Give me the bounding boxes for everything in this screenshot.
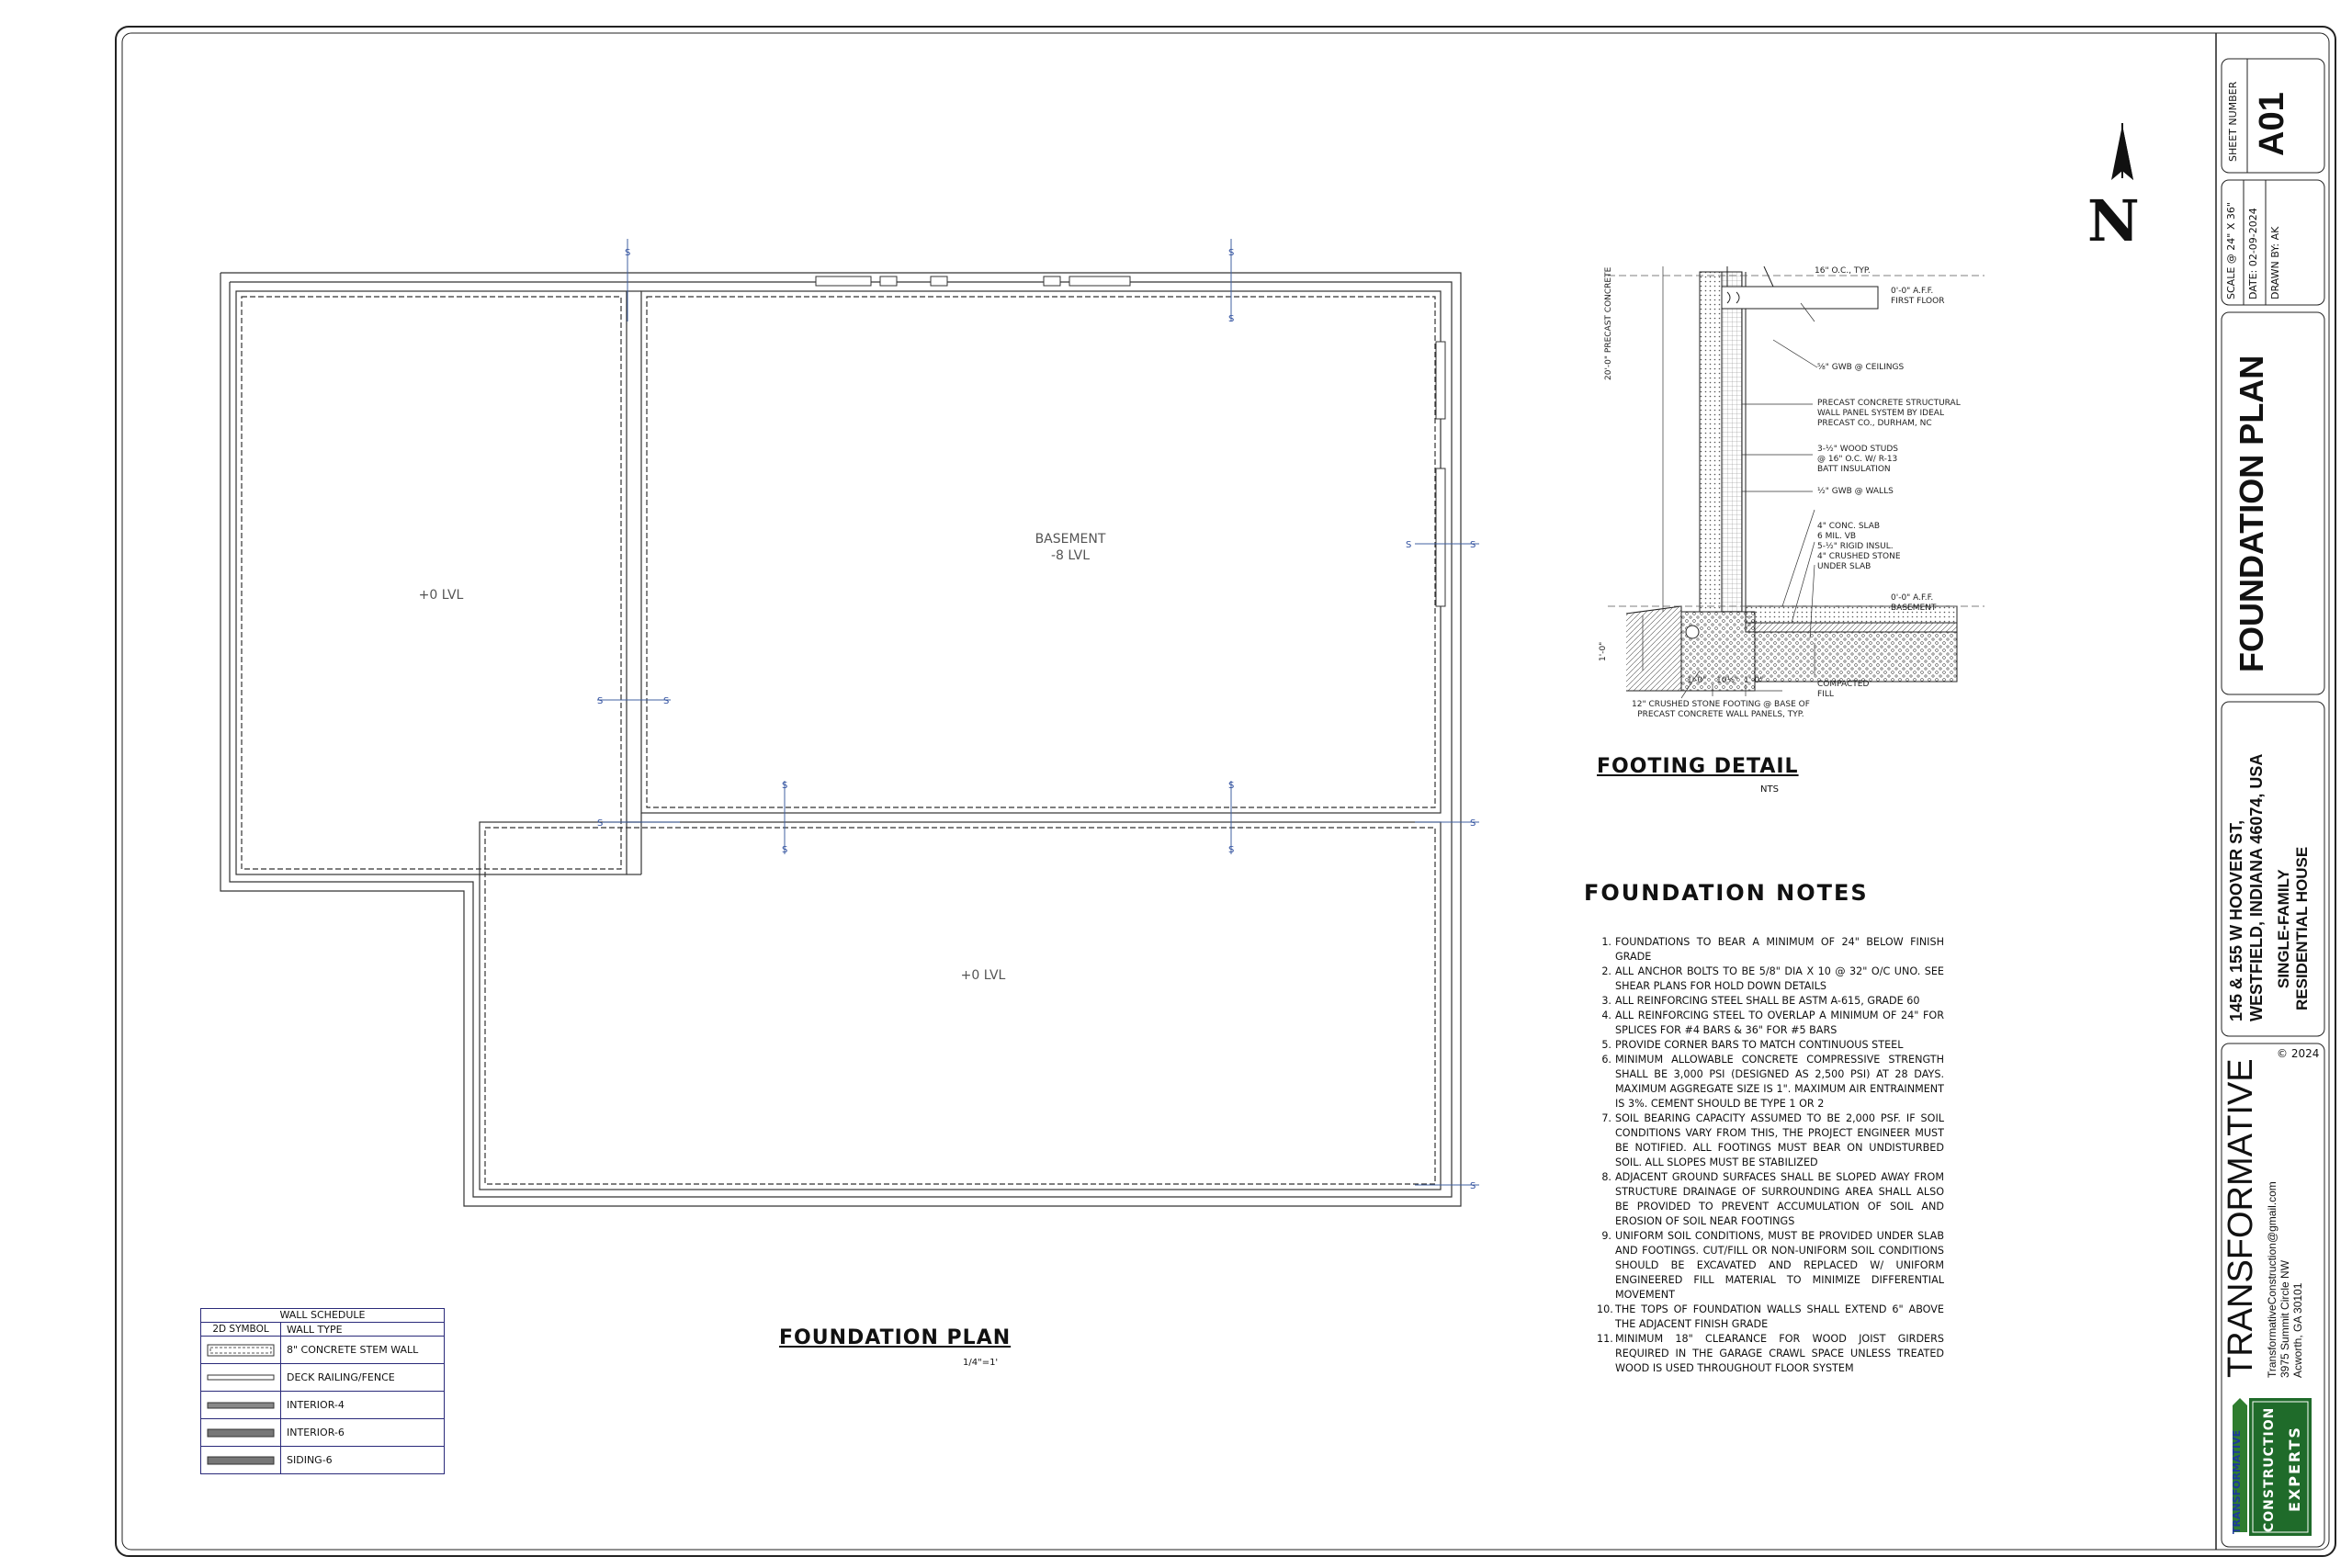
plan-title: FOUNDATION PLAN	[779, 1326, 1012, 1349]
section-marker: S	[1228, 314, 1235, 324]
address-line1: 145 & 155 W HOOVER ST,	[2227, 819, 2245, 1021]
note-item: 6. MINIMUM ALLOWABLE CONCRETE COMPRESSIVE STRENGTH SHALL BE 3,000 PSI (DESIGNED AS 2,500 PSI) AT 28 DAYS. MAXIMUM AGGREGATE SIZE IS 1". MAXIMUM AIR ENTRAINMENT IS 3%. CEMENT SHOULD BE TYPE 1 OR 2	[1601, 1054, 1944, 1110]
legend-col-symbol: 2D SYMBOL	[201, 1323, 281, 1336]
section-marker: S	[1470, 540, 1476, 550]
detail-label-compacted-fill: COMPACTED FILL	[1817, 680, 1870, 699]
logo-text-bot: EXPERTS	[2286, 1426, 2303, 1512]
note-item: 2. ALL ANCHOR BOLTS TO BE 5/8" DIA X 10 @ 32" O/C UNO. SEE SHEAR PLANS FOR HOLD DOWN DETAILS	[1601, 965, 1944, 992]
foundation-notes-list	[1597, 935, 1944, 1376]
note-item: 10. THE TOPS OF FOUNDATION WALLS SHALL EXTEND 6" ABOVE THE ADJACENT FINISH GRADE	[1597, 1303, 1944, 1330]
room-label-basement: BASEMENT -8 LVL	[1035, 532, 1106, 563]
legend-row	[201, 1391, 444, 1418]
copyright-text: © 2024	[2277, 1047, 2320, 1060]
wall-symbol-icon	[201, 1447, 281, 1473]
section-marker: S	[597, 696, 604, 706]
detail-scale: NTS	[1760, 784, 1779, 795]
detail-label-wood-studs: 3-½" WOOD STUDS @ 16" O.C. W/ R-13 BATT INSULATION	[1817, 445, 1898, 474]
drawn-by-text: DRAWN BY: AK	[2269, 226, 2281, 299]
company-logo	[2227, 1394, 2315, 1541]
wall-symbol-icon	[201, 1337, 281, 1363]
detail-label-basement: 0'-0" A.F.F. BASEMENT	[1891, 593, 1937, 613]
legend-wall-type: SIDING-6	[287, 1454, 333, 1466]
section-marker: S	[663, 696, 670, 706]
project-line2: RESIDENTIAL HOUSE	[2293, 846, 2311, 1010]
legend-wall-type: INTERIOR-4	[287, 1399, 345, 1411]
section-marker: S	[1406, 540, 1412, 550]
section-marker: S	[1228, 781, 1235, 791]
section-markers	[597, 239, 1479, 1185]
date-text: DATE: 02-09-2024	[2247, 208, 2259, 299]
legend-row	[201, 1337, 444, 1363]
note-item: 9. UNIFORM SOIL CONDITIONS, MUST BE PROVIDED UNDER SLAB AND FOOTINGS. CUT/FILL OR NON-UNIFORM SOIL CONDITIONS SHOULD BE EXCAVATED AND REPLACED W/ UNIFORM ENGINEERED FILL MATERIAL TO MINIMIZE DIFFERENTIAL MOVEMENT	[1601, 1230, 1944, 1301]
detail-label-gwb-ceilings: ⅝" GWB @ CEILINGS	[1817, 363, 1905, 372]
wall-schedule-legend	[200, 1308, 445, 1474]
detail-dim-mid: 10½"	[1716, 676, 1739, 685]
north-label: N	[2087, 187, 2140, 254]
section-marker: S	[1470, 818, 1476, 829]
legend-col-type: WALL TYPE	[287, 1323, 343, 1336]
detail-label-precast-panel: PRECAST CONCRETE STRUCTURAL WALL PANEL SYSTEM BY IDEAL PRECAST CO., DURHAM, NC	[1817, 399, 1961, 428]
detail-label-slab: 4" CONC. SLAB 6 MIL. VB 5-½" RIGID INSUL. 4" CRUSHED STONE UNDER SLAB	[1817, 522, 1901, 571]
address-line2: WESTFIELD, INDIANA 46074, USA	[2247, 753, 2266, 1021]
section-marker: S	[782, 845, 788, 855]
detail-label-precast-height: 20'-0" PRECAST CONCRETE	[1604, 266, 1613, 380]
legend-wall-type: DECK RAILING/FENCE	[287, 1371, 395, 1383]
section-marker: S	[782, 781, 788, 791]
note-item: 4. ALL REINFORCING STEEL TO OVERLAP A MINIMUM OF 24" FOR SPLICES FOR #4 BARS & 36" FOR #5 BARS	[1601, 1010, 1944, 1036]
wall-symbol-icon	[201, 1419, 281, 1446]
note-item: 7. SOIL BEARING CAPACITY ASSUMED TO BE 2,000 PSF. IF SOIL CONDITIONS VARY FROM THIS, THE PROJECT ENGINEER MUST BE NOTIFIED. ALL FOOTINGS MUST BEAR ON UNDISTURBED SOIL. ALL SLOPES MUST BE STABILIZED	[1601, 1112, 1944, 1168]
note-item: 1. FOUNDATIONS TO BEAR A MINIMUM OF 24" BELOW FINISH GRADE	[1601, 936, 1944, 963]
sheet-number: A01	[2253, 92, 2291, 156]
wall-symbol-icon	[201, 1364, 281, 1391]
footing-detail-drawing	[1589, 266, 1994, 735]
room-label-left: +0 LVL	[418, 588, 464, 603]
section-marker: S	[625, 248, 631, 258]
company-email: TransformativeConstruction@gmail.com	[2266, 1181, 2278, 1378]
detail-label-gwb-walls: ½" GWB @ WALLS	[1817, 487, 1894, 496]
company-city: Acworth, GA 30101	[2291, 1282, 2304, 1378]
project-line1: SINGLE-FAMILY	[2275, 869, 2292, 988]
detail-label-first-floor: 0'-0" A.F.F. FIRST FLOOR	[1891, 287, 1945, 306]
plan-scale: 1/4"=1'	[963, 1358, 999, 1368]
detail-dim-left: 1'-0"	[1687, 676, 1707, 685]
sheet-number-label: SHEET NUMBER	[2227, 81, 2239, 162]
notes-title: FOUNDATION NOTES	[1584, 880, 1869, 906]
section-marker: S	[1228, 845, 1235, 855]
legend-row	[201, 1363, 444, 1391]
note-item: 5. PROVIDE CORNER BARS TO MATCH CONTINUOUS STEEL	[1601, 1039, 1904, 1051]
detail-label-crushed-stone: 12" CRUSHED STONE FOOTING @ BASE OF PRECAST CONCRETE WALL PANELS, TYP.	[1632, 700, 1810, 719]
legend-header-row	[201, 1323, 444, 1337]
company-name: TRANSFORMATIVE	[2222, 1058, 2260, 1378]
legend-title: WALL SCHEDULE	[201, 1309, 444, 1323]
note-item: 11. MINIMUM 18" CLEARANCE FOR WOOD JOIST GIRDERS REQUIRED IN THE GARAGE CRAWL SPACE UNLESS TREATED WOOD IS USED THROUGHOUT FLOOR SYSTEM	[1597, 1333, 1944, 1374]
section-marker: S	[1228, 248, 1235, 258]
legend-wall-type: INTERIOR-6	[287, 1427, 345, 1438]
scale-text: SCALE @ 24" X 36"	[2225, 202, 2237, 299]
legend-wall-type: 8" CONCRETE STEM WALL	[287, 1344, 419, 1356]
legend-row	[201, 1446, 444, 1473]
room-label-bottom: +0 LVL	[960, 968, 1006, 983]
detail-dim-vert: 1'-0"	[1599, 641, 1608, 661]
wall-symbol-icon	[201, 1392, 281, 1418]
sheet-title: FOUNDATION PLAN	[2233, 355, 2270, 672]
detail-label-oc: 16" O.C., TYP.	[1815, 266, 1871, 276]
foundation-walls	[220, 273, 1461, 1206]
legend-row	[201, 1418, 444, 1446]
section-marker: S	[597, 818, 604, 829]
logo-text-top: TRANSFORMATIVE	[2231, 1429, 2243, 1534]
detail-title: FOOTING DETAIL	[1597, 755, 1799, 778]
logo-text-mid: CONSTRUCTION	[2262, 1406, 2277, 1532]
note-item: 3. ALL REINFORCING STEEL SHALL BE ASTM A-615, GRADE 60	[1601, 995, 1920, 1007]
note-item: 8. ADJACENT GROUND SURFACES SHALL BE SLOPED AWAY FROM STRUCTURE DRAINAGE OF SURROUNDING AREA SHALL ALSO BE PROVIDED TO PREVENT ACCUMULATION OF SOIL AND EROSION OF SOIL NEAR FOOTINGS	[1601, 1171, 1944, 1227]
company-street: 3975 Summit Circle NW	[2278, 1259, 2291, 1378]
section-marker-labels	[597, 248, 1476, 1191]
detail-dim-right: 1'-0"	[1744, 676, 1764, 685]
section-marker: S	[1470, 1181, 1476, 1191]
